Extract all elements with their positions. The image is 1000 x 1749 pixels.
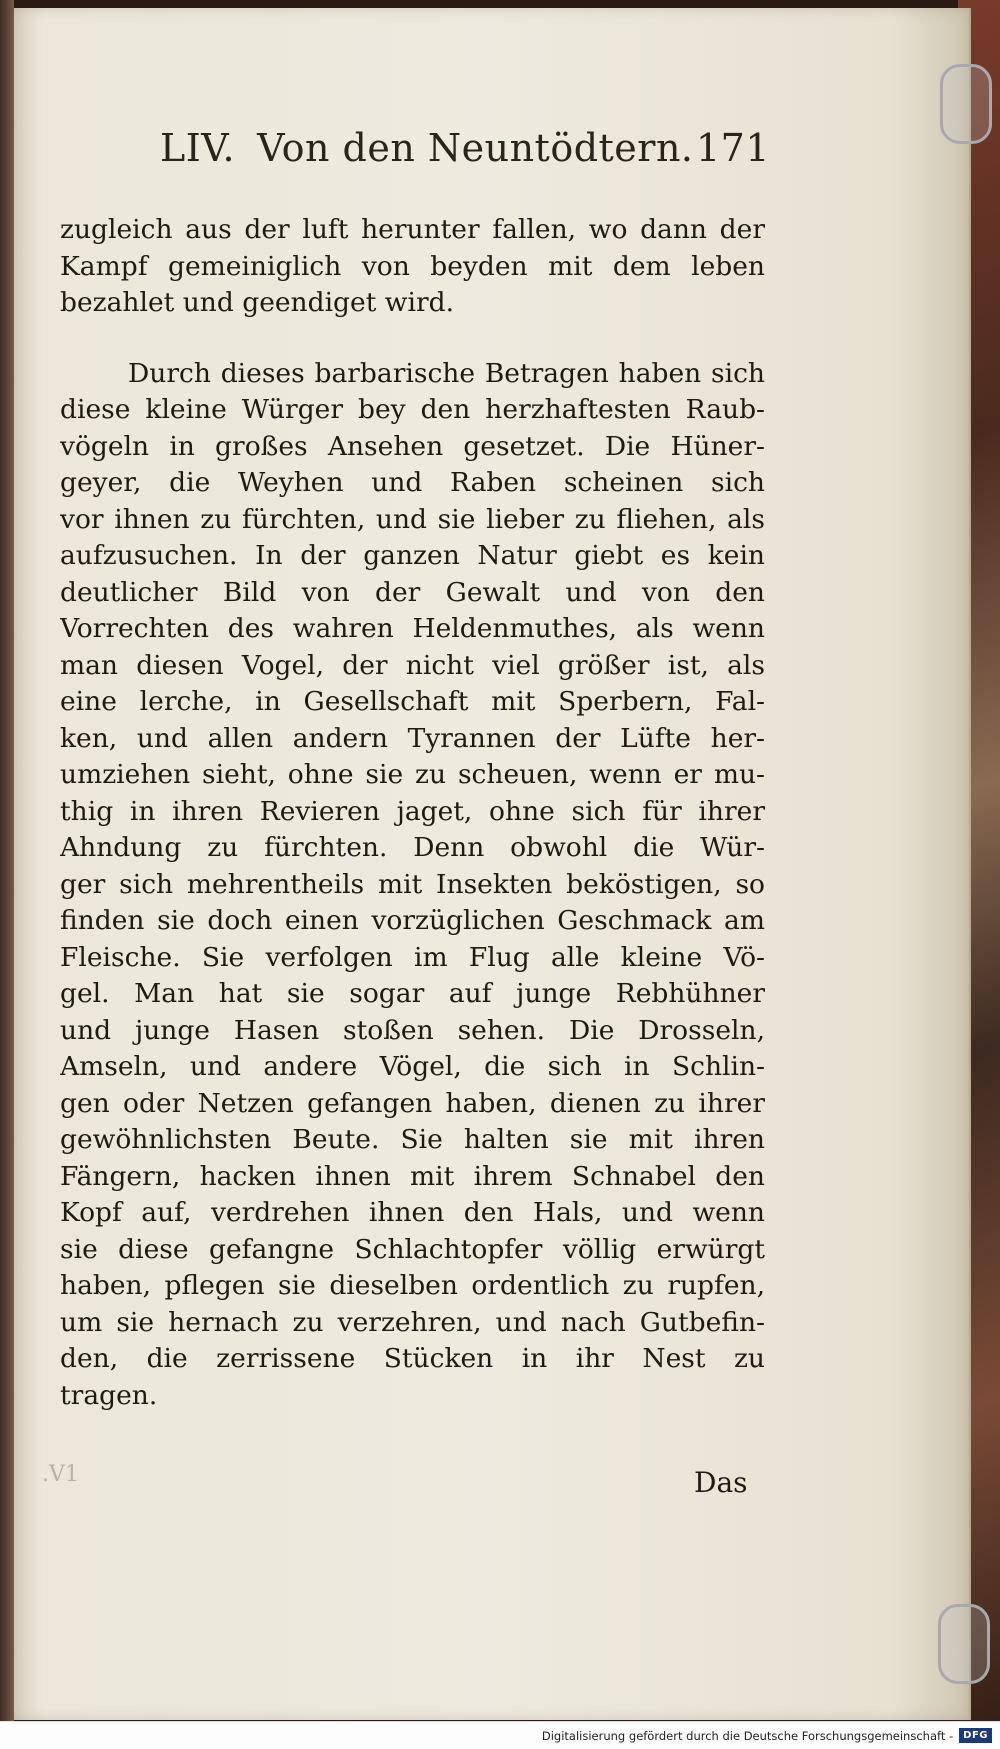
text-line: vor ihnen zu fürchten, und sie lieber zu fliehen, als [60,503,765,535]
text-line: Ahndung zu fürchten. Denn obwohl die Wür- [60,832,765,863]
text-line: man diesen Vogel, der nicht viel größer ist, als [60,649,765,681]
text-line: vögeln in großes Ansehen gesetzet. Die Hüner- [60,430,765,462]
digitization-footer [0,1721,1000,1749]
page-clip-top [940,64,992,144]
text-line: zugleich aus der luft herunter fallen, wo dann der [60,214,765,245]
text-line: aufzusuchen. In der ganzen Natur giebt es kein [60,540,765,571]
text-line: finden sie doch einen vorzüglichen Geschmack am [60,905,765,936]
text-line: Fängern, hacken ihnen mit ihrem Schnabel den [60,1160,765,1192]
page-number: 171 [695,126,770,170]
text-line: ger sich mehrentheils mit Insekten beköstigen, so [60,868,765,900]
body-text [60,212,765,1414]
book-cover-left [0,0,14,1749]
text-line: umziehen sieht, ohne sie zu scheuen, wenn er mu- [60,759,765,790]
page-clip-bottom [938,1604,990,1684]
text-line: Durch dieses barbarische Betragen haben sich [128,357,765,389]
text-line: Amseln, und andere Vögel, die sich in Schlin- [60,1051,765,1082]
text-line: Vorrechten des wahren Heldenmuthes, als wenn [60,613,765,644]
text-line: Fleische. Sie verfolgen im Flug alle kleine Vö- [60,941,765,973]
show-through-mark: .V1 [42,1462,79,1487]
text-line: geyer, die Weyhen und Raben scheinen sich [60,467,765,498]
text-line: gel. Man hat sie sogar auf junge Rebhühner [60,978,765,1009]
text-line: und junge Hasen stoßen sehen. Die Drosseln, [60,1014,765,1046]
paragraph-gap [60,322,765,356]
catchword: Das [694,1466,748,1499]
text-line: diese kleine Würger bey den herzhaftesten Raub- [60,394,765,425]
funding-notice: Digitalisierung gefördert durch die Deutsche Forschungsgemeinschaft - [541,1728,954,1743]
text-line: eine lerche, in Gesellschaft mit Sperbern, Fal- [60,686,765,717]
text-line: sie diese gefangne Schlachtopfer völlig erwürgt [60,1233,765,1265]
text-line: den, die zerrissene Stücken in ihr Nest zu [60,1343,765,1374]
text-line: tragen. [60,1379,158,1411]
text-line: bezahlet und geendiget wird. [60,287,454,318]
text-line: Kopf auf, verdrehen ihnen den Hals, und wenn [60,1197,765,1228]
dfg-logo: DFG [959,1728,992,1743]
running-header [160,126,770,178]
text-line: gen oder Netzen gefangen haben, dienen zu ihrer [60,1087,765,1119]
text-line: ken, und allen andern Tyrannen der Lüfte her- [60,722,765,754]
header-title-group [160,126,694,170]
text-line: deutlicher Bild von der Gewalt und von den [60,576,765,608]
text-line: um sie hernach zu verzehren, und nach Gutbefin- [60,1306,765,1338]
text-line: haben, pflegen sie dieselben ordentlich zu rupfen, [60,1270,765,1301]
chapter-number: LIV. [160,126,236,170]
text-line: gewöhnlichsten Beute. Sie halten sie mit ihren [60,1124,765,1155]
chapter-title: Von den Neuntödtern. [257,126,694,170]
text-line: Kampf gemeiniglich von beyden mit dem leben [60,250,765,282]
text-line: thig in ihren Revieren jaget, ohne sich für ihrer [60,795,765,827]
